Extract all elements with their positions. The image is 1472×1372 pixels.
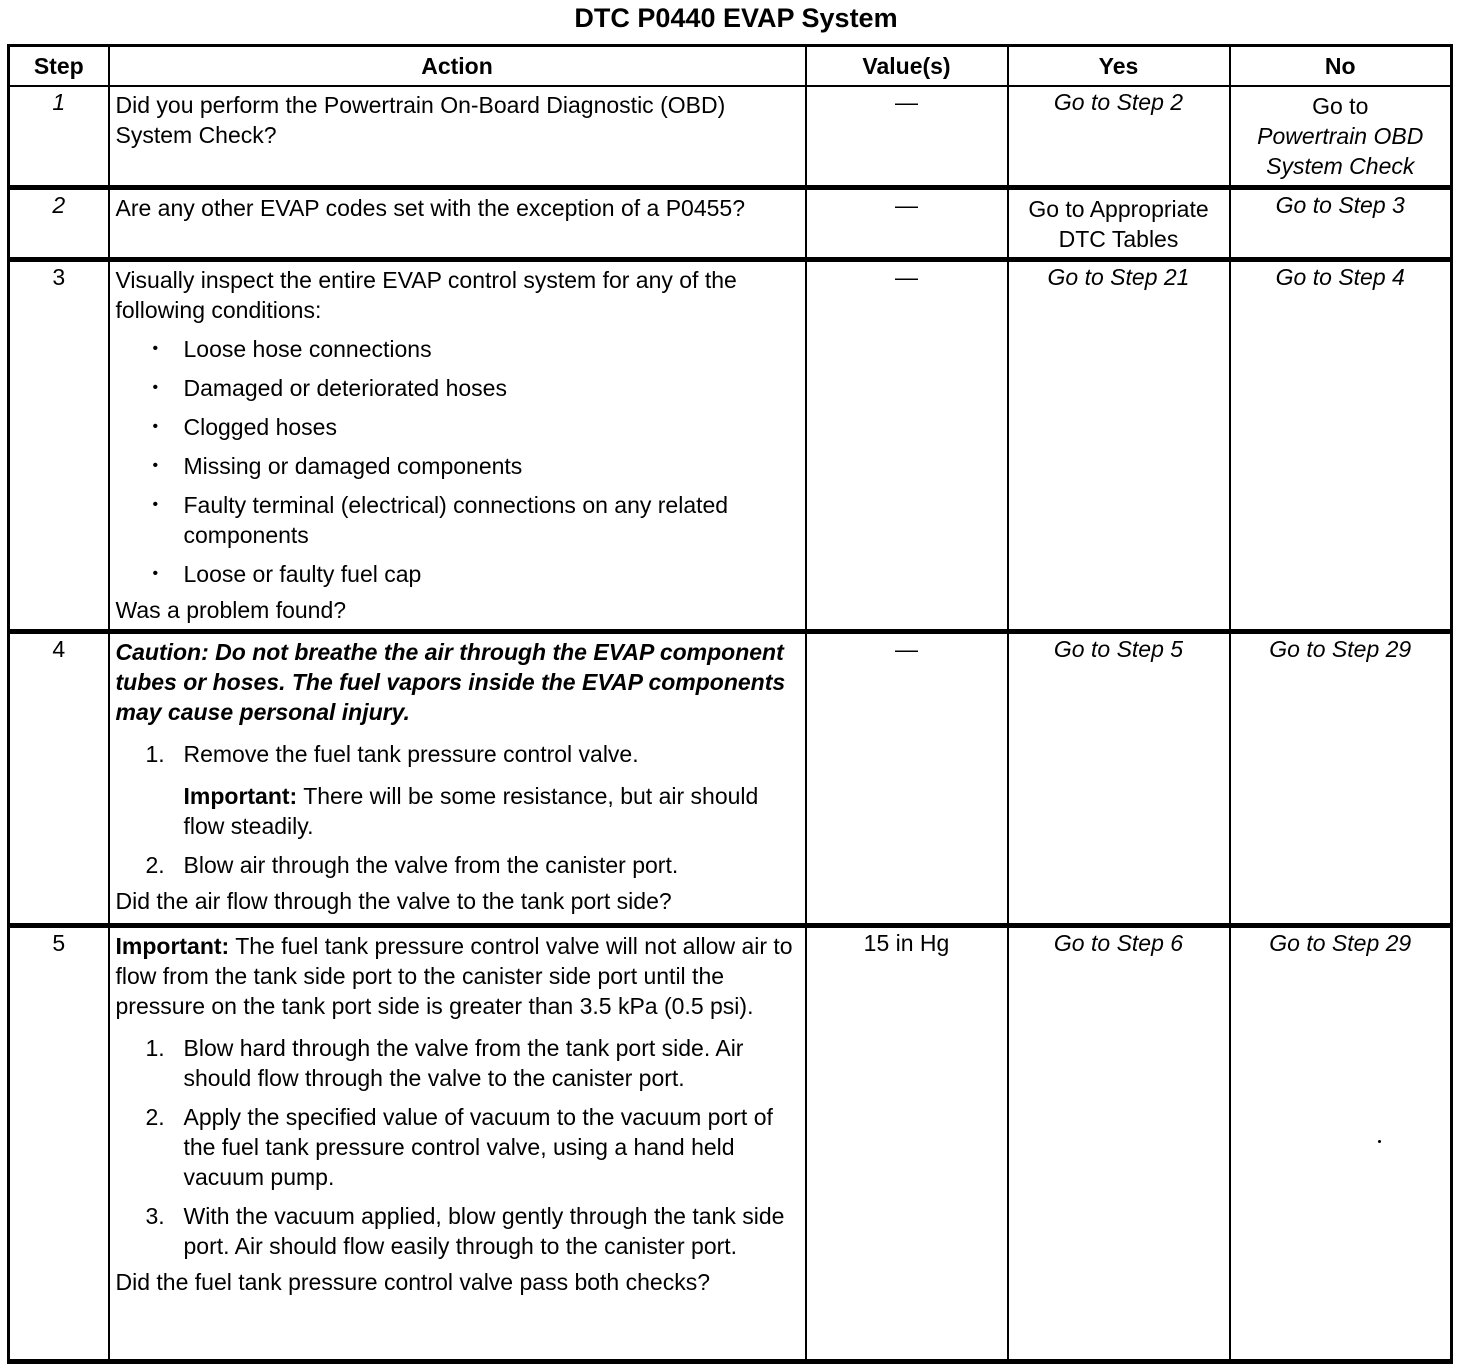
yes-cell[interactable]: Go to Step 21: [1008, 260, 1230, 632]
header-step: Step: [9, 46, 109, 86]
action-text: Did you perform the Powertrain On-Board Diagnostic (OBD) System Check?: [115, 91, 726, 148]
diagnostic-table: [7, 44, 1453, 1364]
no-cell[interactable]: Go to Step 3: [1230, 188, 1452, 260]
bullet-item: • Missing or damaged components: [116, 451, 799, 481]
action-question: Was a problem found?: [115, 597, 347, 623]
yes-cell[interactable]: Go to Step 2: [1008, 86, 1230, 188]
bullet-item: • Loose hose connections: [116, 334, 799, 364]
step-number: 1: [9, 86, 109, 188]
step-number: 3: [9, 260, 109, 632]
value-cell: —: [806, 86, 1008, 188]
action-cell: [109, 632, 806, 926]
step-number: 2: [9, 188, 109, 260]
value-cell: —: [806, 260, 1008, 632]
bullet-item: • Clogged hoses: [116, 412, 799, 442]
numbered-item: 3. With the vacuum applied, blow gently through the tank side port. Air should flow easily through to the canister port.: [145, 1203, 785, 1259]
step-number: 5: [9, 926, 109, 1362]
header-yes: Yes: [1008, 46, 1230, 86]
no-link[interactable]: Powertrain OBD System Check: [1257, 122, 1424, 179]
step-number: 4: [9, 632, 109, 926]
action-intro: Visually inspect the entire EVAP control system for any of the following conditions:: [115, 267, 737, 323]
yes-cell[interactable]: Go to Appropriate DTC Tables: [1008, 188, 1230, 260]
action-cell: [109, 260, 806, 632]
header-values: Value(s): [806, 46, 1008, 86]
action-cell: [109, 926, 806, 1362]
stray-mark: [1378, 1140, 1381, 1143]
value-cell: 15 in Hg: [806, 926, 1008, 1362]
numbered-item: 1. Remove the fuel tank pressure control valve.: [145, 741, 639, 767]
no-cell[interactable]: [1230, 86, 1452, 188]
numbered-item: 2. Blow air through the valve from the canister port.: [145, 852, 679, 878]
bullet-item: • Damaged or deteriorated hoses: [116, 373, 799, 403]
yes-cell[interactable]: Go to Step 6: [1008, 926, 1230, 1362]
bullet-item: • Loose or faulty fuel cap: [116, 559, 799, 589]
table-row: [9, 188, 1452, 260]
numbered-item: 2. Apply the specified value of vacuum to the vacuum port of the fuel tank pressure control valve, using a hand held vacuum pump.: [145, 1104, 773, 1190]
important-note: Important: The fuel tank pressure control valve will not allow air to flow from the tank side port to the canister side port until the pressure on the tank port side is greater than 3.5 kPa (0.5 psi).: [115, 933, 793, 1019]
yes-cell[interactable]: Go to Step 5: [1008, 632, 1230, 926]
table-row: [9, 632, 1452, 926]
value-cell: —: [806, 188, 1008, 260]
important-note: Important: There will be some resistance, but air should flow steadily.: [183, 783, 759, 839]
action-question: Did the fuel tank pressure control valve pass both checks?: [115, 1269, 710, 1295]
header-no: No: [1230, 46, 1452, 86]
no-cell[interactable]: Go to Step 4: [1230, 260, 1452, 632]
action-cell: [109, 86, 806, 188]
table-row: [9, 926, 1452, 1362]
header-row: [9, 46, 1452, 86]
table-row: [9, 260, 1452, 632]
table-row: [9, 86, 1452, 188]
no-prefix: Go to: [1312, 92, 1369, 119]
header-action: Action: [109, 46, 806, 86]
no-cell[interactable]: Go to Step 29: [1230, 926, 1452, 1362]
bullet-item: • Faulty terminal (electrical) connections on any related components: [116, 490, 799, 550]
value-cell: —: [806, 632, 1008, 926]
page-title: DTC P0440 EVAP System: [574, 3, 898, 33]
action-text: Are any other EVAP codes set with the exception of a P0455?: [115, 195, 745, 221]
no-cell[interactable]: Go to Step 29: [1230, 632, 1452, 926]
numbered-item: 1. Blow hard through the valve from the tank port side. Air should flow through the valve to the canister port.: [145, 1035, 744, 1091]
caution-text: Caution: Do not breathe the air through the EVAP component tubes or hoses. The fuel vapors inside the EVAP components may cause personal injury.: [115, 639, 786, 725]
action-cell: [109, 188, 806, 260]
action-question: Did the air flow through the valve to the tank port side?: [115, 888, 672, 914]
